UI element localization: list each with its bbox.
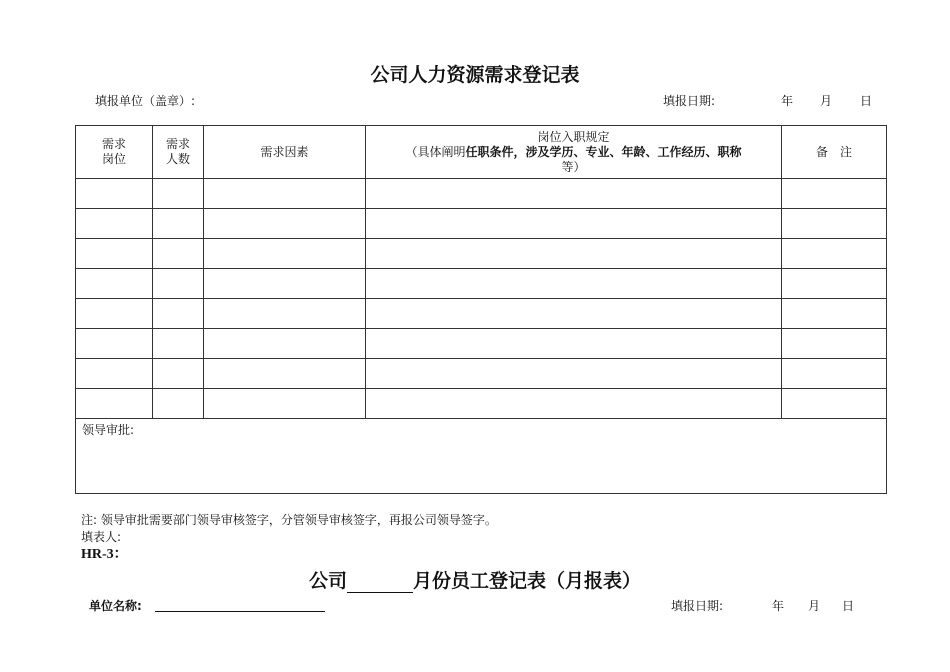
cell-remarks[interactable] (782, 179, 887, 209)
cell-remarks[interactable] (782, 209, 887, 239)
table-row (76, 329, 887, 359)
header-requirement-title: 岗位入职规定 (537, 129, 610, 144)
cell-requirement[interactable] (366, 389, 782, 419)
cell-requirement[interactable] (366, 239, 782, 269)
cell-reason[interactable] (204, 389, 366, 419)
cell-position[interactable] (76, 269, 153, 299)
cell-remarks[interactable] (782, 359, 887, 389)
header-requirement-detail (366, 145, 781, 160)
date-month: 月 (820, 94, 833, 108)
header-position (76, 126, 153, 179)
header-count (153, 126, 204, 179)
monthly-date-day: 日 (842, 599, 855, 613)
cell-requirement[interactable] (366, 269, 782, 299)
note-text: 注: 领导审批需要部门领导审核签字，分管领导审核签字，再报公司领导签字。 (81, 513, 497, 527)
unit-name-label: 单位名称: (89, 599, 142, 613)
table-row (76, 179, 887, 209)
cell-position[interactable] (76, 299, 153, 329)
form-title: 公司人力资源需求登记表 (370, 64, 580, 86)
table-row (76, 209, 887, 239)
table-header-row (76, 126, 887, 179)
header-count-line1: 需求 (165, 137, 190, 151)
cell-count[interactable] (153, 239, 204, 269)
approval-label: 领导审批: (82, 423, 135, 437)
monthly-date-month: 月 (808, 599, 821, 613)
header-requirement-suffix: 等） (561, 159, 586, 174)
approval-row (76, 419, 887, 494)
cell-position[interactable] (76, 179, 153, 209)
cell-remarks[interactable] (782, 389, 887, 419)
monthly-title-prefix: 公司 (308, 570, 347, 592)
cell-position[interactable] (76, 389, 153, 419)
month-blank[interactable] (347, 574, 413, 593)
table-row (76, 359, 887, 389)
table-row (76, 239, 887, 269)
cell-count[interactable] (153, 329, 204, 359)
header-reason: 需求因素 (204, 126, 366, 179)
cell-count[interactable] (153, 359, 204, 389)
form-code: HR-3： (81, 547, 128, 562)
cell-count[interactable] (153, 389, 204, 419)
cell-reason[interactable] (204, 239, 366, 269)
filler-label: 填表人: (81, 530, 122, 544)
cell-position[interactable] (76, 329, 153, 359)
header-position-line1: 需求 (101, 137, 126, 151)
cell-remarks[interactable] (782, 269, 887, 299)
cell-remarks[interactable] (782, 239, 887, 269)
cell-count[interactable] (153, 269, 204, 299)
cell-position[interactable] (76, 359, 153, 389)
table-row (76, 269, 887, 299)
cell-count[interactable] (153, 209, 204, 239)
monthly-title-suffix: 月份员工登记表（月报表） (413, 570, 642, 592)
header-remarks: 备 注 (782, 126, 887, 179)
date-day: 日 (860, 94, 873, 108)
cell-position[interactable] (76, 209, 153, 239)
table-row (76, 299, 887, 329)
cell-reason[interactable] (204, 329, 366, 359)
cell-remarks[interactable] (782, 299, 887, 329)
header-position-line2: 岗位 (101, 152, 126, 166)
monthly-form-title (0, 566, 950, 593)
date-year: 年 (781, 94, 794, 108)
cell-reason[interactable] (204, 299, 366, 329)
cell-reason[interactable] (204, 209, 366, 239)
cell-requirement[interactable] (366, 329, 782, 359)
header-requirement-prefix: （具体阐明 (405, 144, 466, 159)
cell-requirement[interactable] (366, 209, 782, 239)
cell-remarks[interactable] (782, 329, 887, 359)
date-label: 填报日期: (663, 94, 716, 108)
cell-count[interactable] (153, 299, 204, 329)
cell-requirement[interactable] (366, 359, 782, 389)
cell-requirement[interactable] (366, 179, 782, 209)
table-row (76, 389, 887, 419)
header-requirement-bold: 任职条件，涉及学历、专业、年龄、工作经历、职称 (465, 144, 742, 159)
cell-reason[interactable] (204, 269, 366, 299)
cell-reason[interactable] (204, 179, 366, 209)
unit-name-field[interactable] (155, 611, 325, 612)
monthly-date-label: 填报日期: (671, 599, 724, 613)
approval-cell[interactable] (76, 419, 887, 494)
cell-position[interactable] (76, 239, 153, 269)
header-requirement (366, 126, 782, 179)
unit-label: 填报单位（盖章）: (95, 94, 196, 108)
cell-reason[interactable] (204, 359, 366, 389)
monthly-date-year: 年 (772, 599, 785, 613)
cell-count[interactable] (153, 179, 204, 209)
cell-requirement[interactable] (366, 299, 782, 329)
header-count-line2: 人数 (165, 152, 190, 166)
demand-table (75, 125, 887, 494)
